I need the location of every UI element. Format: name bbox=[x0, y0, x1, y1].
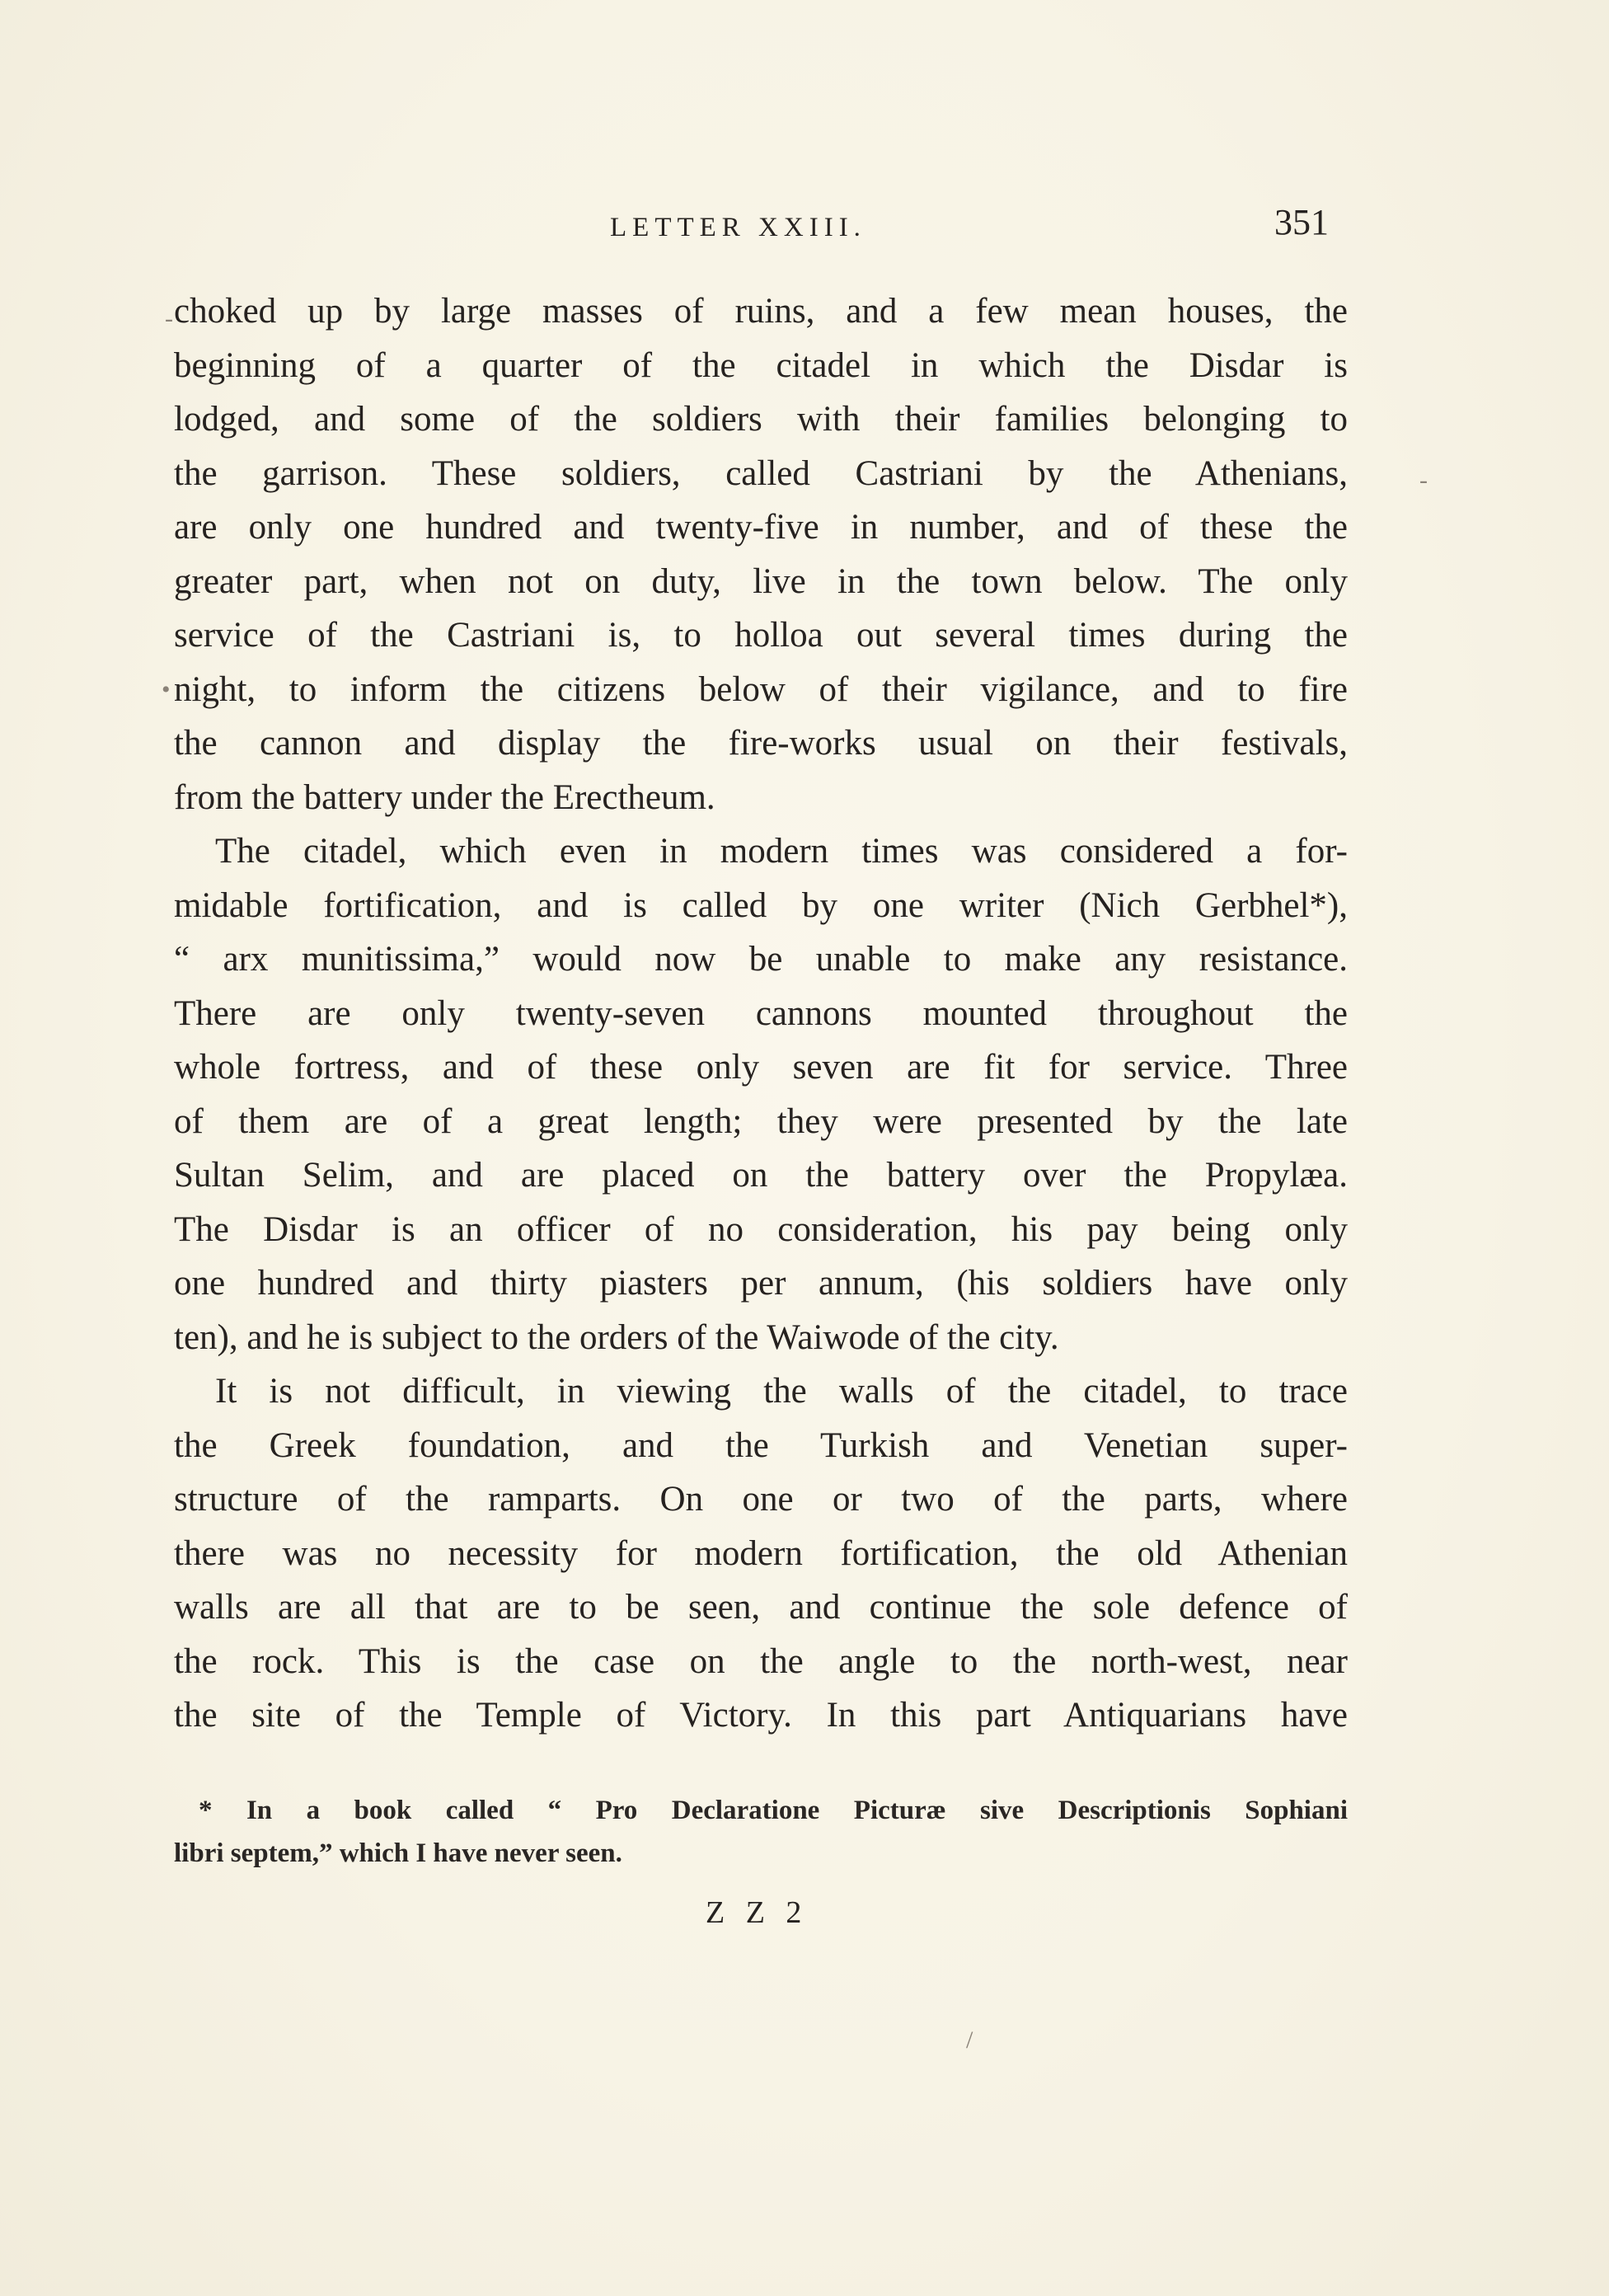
text-line: the rock. This is the case on the angle to the north-west, near bbox=[174, 1641, 1348, 1681]
text-line: service of the Castriani is, to holloa out several times during the bbox=[174, 616, 1348, 655]
text-line: The Disdar is an officer of no consideration, his pay being only bbox=[174, 1209, 1348, 1249]
text-line: Sultan Selim, and are placed on the battery over the Propylæa. bbox=[174, 1156, 1348, 1195]
footnote bbox=[174, 1789, 1348, 1875]
text-line: The citadel, which even in modern times was considered a for- bbox=[215, 832, 1348, 871]
margin-tick-mark: - bbox=[165, 305, 173, 332]
text-line: There are only twenty-seven cannons mounted throughout the bbox=[174, 993, 1348, 1033]
text-line: “ arx munitissima,” would now be unable to make any resistance. bbox=[174, 940, 1348, 979]
body-text bbox=[174, 284, 1348, 1743]
text-line: the cannon and display the fire-works usual on their festivals, bbox=[174, 724, 1348, 763]
text-line: walls are all that are to be seen, and continue the sole defence of bbox=[174, 1588, 1348, 1627]
text-line: greater part, when not on duty, live in the town below. The only bbox=[174, 561, 1348, 601]
signature-mark: Z Z 2 bbox=[706, 1895, 809, 1930]
footnote-line: libri septem,” which I have never seen. bbox=[174, 1838, 622, 1868]
text-line: from the battery under the Erectheum. bbox=[174, 777, 715, 817]
text-line: one hundred and thirty piasters per annum, (his soldiers have only bbox=[174, 1264, 1348, 1303]
text-line: beginning of a quarter of the citadel in which the Disdar is bbox=[174, 345, 1348, 385]
text-line: midable fortification, and is called by one writer (Nich Gerbhel*), bbox=[174, 885, 1348, 925]
running-title: LETTER XXIII. bbox=[610, 213, 866, 242]
text-line: structure of the ramparts. On one or two of the parts, where bbox=[174, 1480, 1348, 1519]
page-number: 351 bbox=[1274, 202, 1329, 242]
margin-tick-mark: - bbox=[1419, 467, 1428, 494]
text-line: ten), and he is subject to the orders of the Waiwode of the city. bbox=[174, 1317, 1059, 1357]
text-line: night, to inform the citizens below of their vigilance, and to fire bbox=[174, 669, 1348, 709]
text-line: the site of the Temple of Victory. In this part Antiquarians have bbox=[174, 1696, 1348, 1735]
text-line: choked up by large masses of ruins, and a few mean houses, the bbox=[174, 292, 1348, 331]
text-line: of them are of a great length; they were presented by the late bbox=[174, 1101, 1348, 1141]
text-line: lodged, and some of the soldiers with their families belonging to bbox=[174, 400, 1348, 439]
text-line: whole fortress, and of these only seven are fit for service. Three bbox=[174, 1048, 1348, 1087]
text-line: the Greek foundation, and the Turkish and Venetian super- bbox=[174, 1425, 1348, 1465]
text-line: there was no necessity for modern fortification, the old Athenian bbox=[174, 1533, 1348, 1573]
text-line: the garrison. These soldiers, called Castriani by the Athenians, bbox=[174, 453, 1348, 493]
margin-dot-mark: • bbox=[162, 676, 171, 703]
text-line: It is not difficult, in viewing the walls of the citadel, to trace bbox=[215, 1372, 1348, 1411]
footnote-line: * In a book called “ Pro Declaratione Picturæ sive Descriptionis Sophiani bbox=[199, 1796, 1348, 1825]
margin-tick-mark: / bbox=[966, 2026, 973, 2054]
text-line: are only one hundred and twenty-five in number, and of these the bbox=[174, 508, 1348, 547]
